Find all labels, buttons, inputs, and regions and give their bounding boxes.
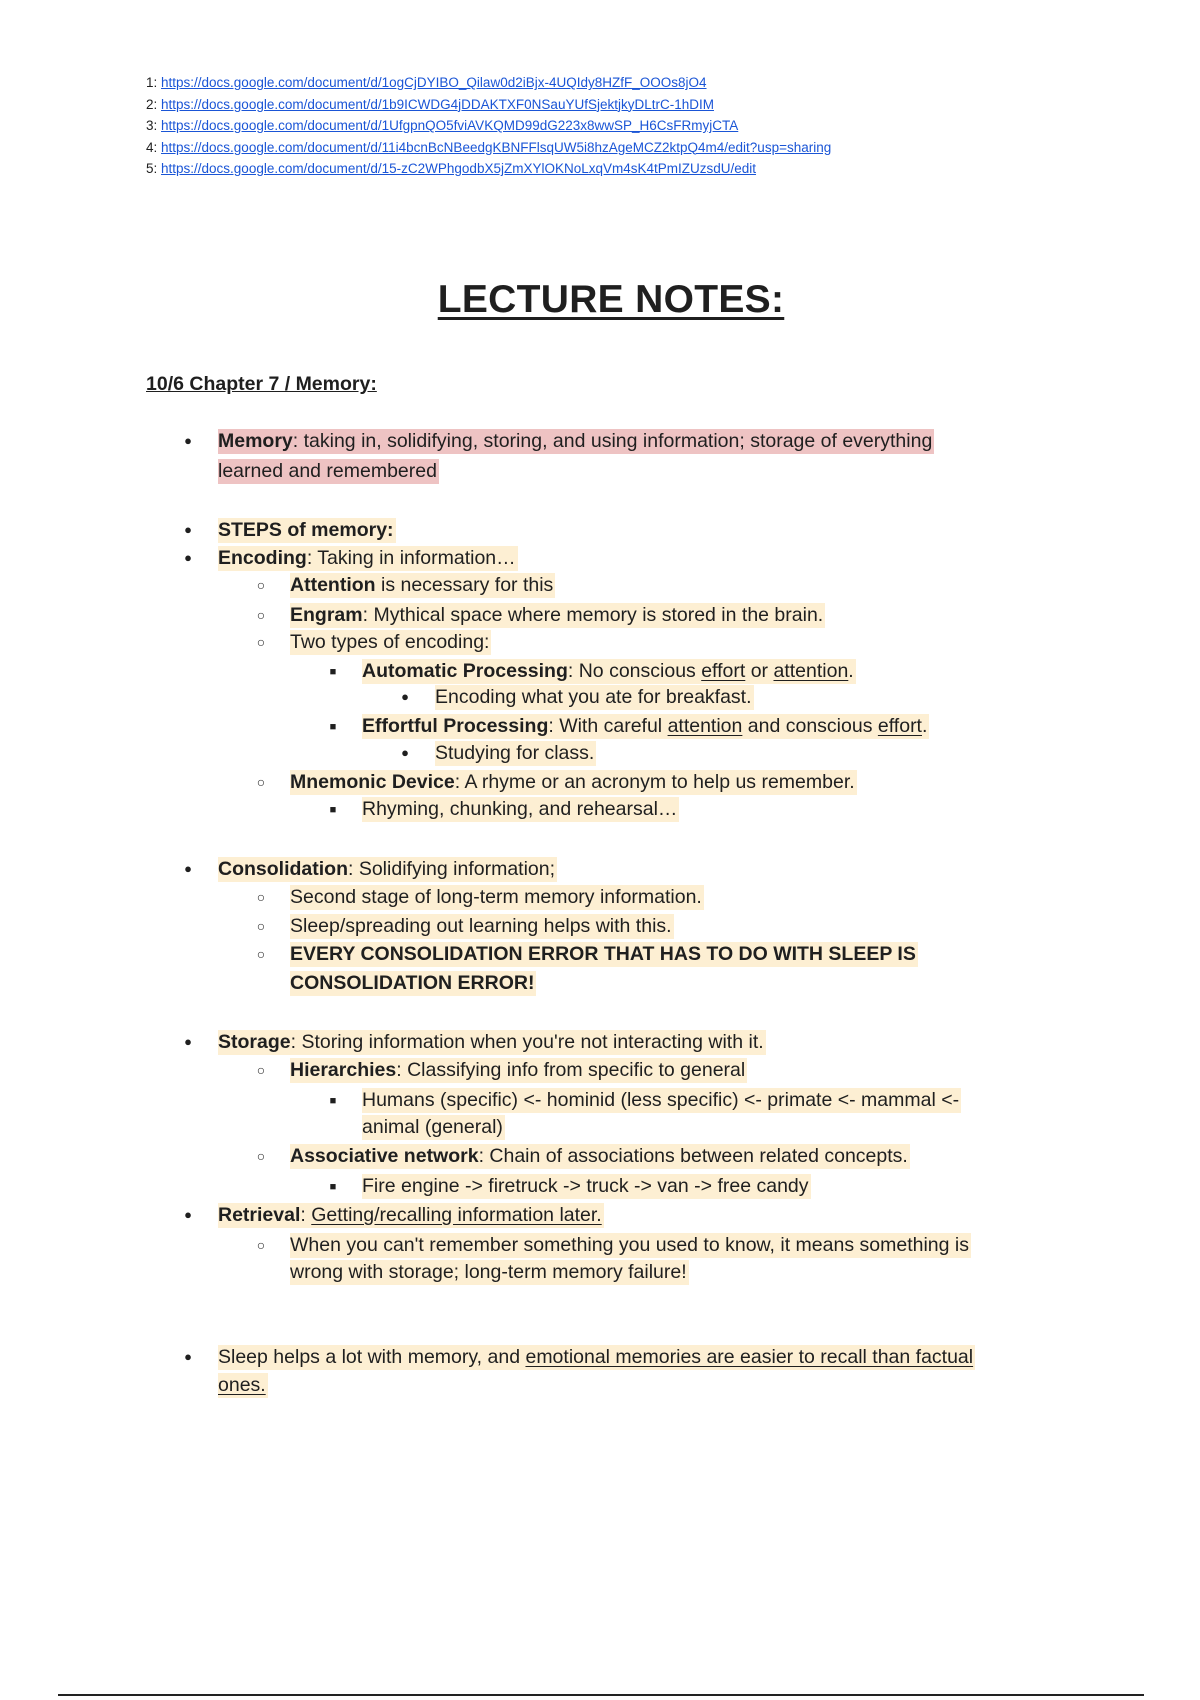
note-text: effort <box>701 660 746 682</box>
note-line <box>218 546 518 570</box>
term-text: STEPS of memory: <box>218 519 394 541</box>
note-line <box>435 685 754 709</box>
note-text: Studying for class. <box>435 742 595 764</box>
note-line <box>362 714 929 738</box>
term-text: Associative network <box>290 1145 479 1167</box>
note-text: : No conscious <box>567 660 702 682</box>
note-text: Encoding what you ate for breakfast. <box>435 686 752 708</box>
term-text: Engram <box>290 604 363 626</box>
note-line <box>218 1030 766 1054</box>
note-text: attention <box>773 660 849 682</box>
bullet-icon <box>181 857 195 881</box>
note-text: ones. <box>218 1374 266 1396</box>
note-line <box>362 1174 811 1198</box>
note-text: Sleep helps a lot with memory, and <box>218 1346 526 1368</box>
term-text: Encoding <box>218 547 307 569</box>
bullet-icon <box>254 770 268 794</box>
bullet-icon <box>181 1030 195 1054</box>
note-text: : <box>300 1204 312 1226</box>
note-line <box>290 573 555 597</box>
bullet-icon <box>254 885 268 909</box>
note-text: : Taking in information… <box>306 547 516 569</box>
page-title: LECTURE NOTES: <box>437 278 785 321</box>
link-row <box>146 94 831 116</box>
term-text: Retrieval <box>218 1204 301 1226</box>
link-number: 5: <box>146 161 162 176</box>
bullet-icon <box>326 1088 340 1112</box>
term-text: Storage <box>218 1031 291 1053</box>
bullet-icon <box>254 1144 268 1168</box>
note-text: When you can't remember something you used to know, it means something is <box>290 1234 969 1256</box>
note-line <box>290 603 825 627</box>
bullet-icon <box>181 1345 195 1369</box>
bullet-icon <box>181 1203 195 1227</box>
note-line <box>218 518 396 542</box>
bullet-icon <box>181 429 195 453</box>
bottom-divider <box>58 1694 1144 1696</box>
link-row <box>146 137 831 159</box>
link-number: 2: <box>146 96 162 112</box>
term-text: Effortful Processing <box>362 715 549 737</box>
note-line <box>290 1260 689 1284</box>
link-row <box>146 72 831 94</box>
note-text: : A rhyme or an acronym to help us remember. <box>454 771 855 793</box>
term-text: EVERY CONSOLIDATION ERROR THAT HAS TO DO WITH SLEEP IS <box>290 943 916 965</box>
note-text: Rhyming, chunking, and rehearsal… <box>362 798 678 820</box>
note-text: wrong with storage; long-term memory failure! <box>290 1261 687 1283</box>
bullet-icon <box>254 573 268 597</box>
bullet-icon <box>254 630 268 654</box>
note-line <box>290 971 536 995</box>
note-text: : Mythical space where memory is stored in the brain. <box>362 604 824 626</box>
note-text: . <box>921 715 928 737</box>
term-text: Hierarchies <box>290 1059 397 1081</box>
note-text: effort <box>877 715 922 737</box>
note-line <box>290 942 918 966</box>
note-line <box>218 1373 268 1397</box>
note-text: Getting/recalling information later. <box>311 1204 602 1226</box>
note-line <box>362 659 856 683</box>
term-text: Mnemonic Device <box>290 771 455 793</box>
link-number: 1: <box>146 75 162 90</box>
note-line <box>290 1144 910 1168</box>
note-line <box>290 1058 747 1082</box>
note-text: : Chain of associations between related concepts. <box>478 1145 908 1167</box>
note-text: Second stage of long-term memory information. <box>290 886 702 908</box>
doc-link[interactable]: https://docs.google.com/document/d/1ogCjDYIBO_Qilaw0d2iBjx-4UQIdy8HZfF_OOOs8jO4 <box>161 75 707 90</box>
link-row <box>146 115 831 137</box>
note-line <box>290 914 674 938</box>
note-text: Fire engine -> firetruck -> truck -> van -> free candy <box>362 1175 809 1197</box>
note-line <box>218 1345 975 1369</box>
term-text: CONSOLIDATION ERROR! <box>290 972 535 994</box>
term-text: Consolidation <box>218 858 348 880</box>
note-text: and conscious <box>742 715 878 737</box>
note-line <box>290 885 704 909</box>
note-line <box>218 1203 604 1227</box>
note-line <box>218 429 934 453</box>
term-text: Attention <box>290 574 376 596</box>
note-text: : Storing information when you're not interacting with it. <box>290 1031 764 1053</box>
note-text: learned and remembered <box>218 460 437 482</box>
bullet-icon <box>181 518 195 542</box>
link-number: 4: <box>146 139 162 155</box>
bullet-icon <box>254 914 268 938</box>
doc-link[interactable]: https://docs.google.com/document/d/1UfgpnQO5fviAVKQMD99dG223x8wwSP_H6CsFRmyjCTA <box>161 118 739 133</box>
note-line <box>362 1115 505 1139</box>
note-line <box>290 630 491 654</box>
note-line <box>290 1233 971 1257</box>
term-text: Automatic Processing <box>362 660 568 682</box>
doc-link[interactable]: https://docs.google.com/document/d/1b9ICWDG4jDDAKTXF0NSauYUfSjektjkyDLtrC-1hDIM <box>161 96 714 112</box>
note-text: Two types of encoding: <box>290 631 490 653</box>
note-line <box>435 741 596 765</box>
note-line <box>290 770 857 794</box>
note-line <box>218 459 439 483</box>
note-line <box>362 1088 961 1112</box>
note-text: Humans (specific) <- hominid (less specific) <- primate <- mammal <- <box>362 1089 960 1111</box>
bullet-icon <box>326 797 340 821</box>
note-text: : taking in, solidifying, storing, and using information; storage of everything <box>292 430 933 452</box>
bullet-icon <box>254 1058 268 1082</box>
note-text: or <box>745 660 774 682</box>
note-text: . <box>848 660 854 682</box>
bullet-icon <box>254 1233 268 1257</box>
bullet-icon <box>254 942 268 966</box>
bullet-icon <box>326 1174 340 1198</box>
note-text: : Classifying info from specific to general <box>396 1059 746 1081</box>
doc-link[interactable]: https://docs.google.com/document/d/15-zC2WPhgodbX5jZmXYlOKNoLxqVm4sK4tPmIZUzsdU/edit <box>161 161 757 176</box>
section-heading: 10/6 Chapter 7 / Memory: <box>146 373 377 395</box>
note-text: Sleep/spreading out learning helps with this. <box>290 915 672 937</box>
bullet-icon <box>254 603 268 627</box>
note-text: : With careful <box>548 715 668 737</box>
doc-link[interactable]: https://docs.google.com/document/d/11i4bcnBcNBeedgKBNFFlsqUW5i8hzAgeMCZ2ktpQ4m4/edit?usp=sharing <box>161 139 832 155</box>
note-text: attention <box>667 715 743 737</box>
link-row <box>146 158 831 180</box>
bullet-icon <box>398 685 412 709</box>
note-line <box>218 857 557 881</box>
bullet-icon <box>326 659 340 683</box>
note-text: animal (general) <box>362 1116 503 1138</box>
note-text: emotional memories are easier to recall than factual <box>525 1346 974 1368</box>
bullet-icon <box>181 546 195 570</box>
bullet-icon <box>398 741 412 765</box>
note-text: : Solidifying information; <box>348 858 556 880</box>
reference-links <box>146 72 831 180</box>
note-text: is necessary for this <box>375 574 554 596</box>
term-text: Memory <box>218 430 293 452</box>
bullet-icon <box>326 714 340 738</box>
note-line <box>362 797 679 821</box>
link-number: 3: <box>146 118 162 133</box>
